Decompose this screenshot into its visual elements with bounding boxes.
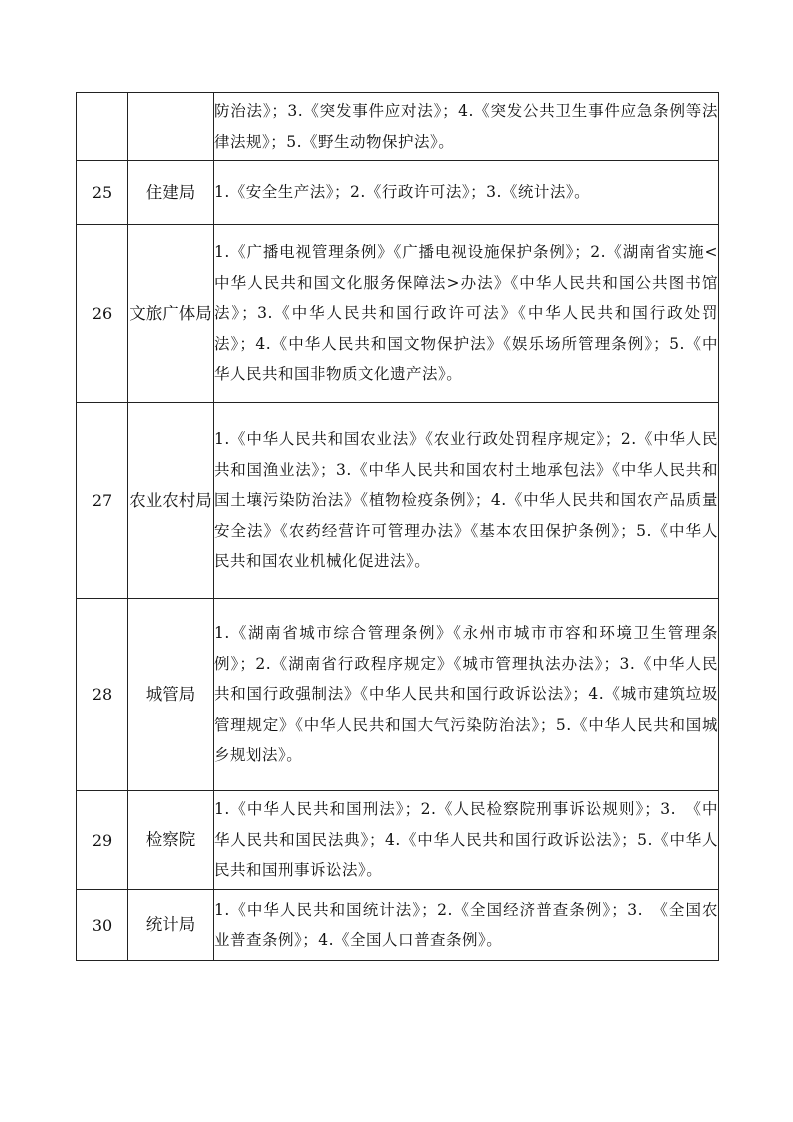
table-row [77, 403, 719, 599]
department-cell: 住建局 [128, 161, 214, 225]
row-number-cell: 29 [77, 791, 128, 890]
department-cell: 城管局 [128, 599, 214, 791]
laws-cell: 1.《湖南省城市综合管理条例》《永州市城市市容和环境卫生管理条例》；2.《湖南省行政程序规定》《城市管理执法办法》；3.《中华人民共和国行政强制法》《中华人民共和国行政诉讼法》；4.《城市建筑垃圾管理规定》《中华人民共和国大气污染防治法》；5.《中华人民共和国城乡规划法》。 [214, 599, 719, 791]
table-row [77, 161, 719, 225]
laws-cell: 防治法》；3.《突发事件应对法》；4.《突发公共卫生事件应急条例等法律法规》；5.《野生动物保护法》。 [214, 93, 719, 161]
laws-cell: 1.《中华人民共和国农业法》《农业行政处罚程序规定》；2.《中华人民共和国渔业法》；3.《中华人民共和国农村土地承包法》《中华人民共和国土壤污染防治法》《植物检疫条例》；4.《中华人民共和国农产品质量安全法》《农药经营许可管理办法》《基本农田保护条例》；5.《中华人民共和国农业机械化促进法》。 [214, 403, 719, 599]
department-cell: 检察院 [128, 791, 214, 890]
row-number-cell: 28 [77, 599, 128, 791]
row-number-cell [77, 93, 128, 161]
department-cell: 文旅广体局 [128, 225, 214, 403]
laws-cell: 1.《中华人民共和国统计法》；2.《全国经济普查条例》；3. 《全国农业普查条例》；4.《全国人口普查条例》。 [214, 890, 719, 961]
row-number-cell: 30 [77, 890, 128, 961]
laws-cell: 1.《广播电视管理条例》《广播电视设施保护条例》；2.《湖南省实施<中华人民共和国文化服务保障法>办法》《中华人民共和国公共图书馆法》；3.《中华人民共和国行政许可法》《中华人民共和国行政处罚法》；4.《中华人民共和国文物保护法》《娱乐场所管理条例》；5.《中华人民共和国非物质文化遗产法》。 [214, 225, 719, 403]
department-cell: 统计局 [128, 890, 214, 961]
department-cell [128, 93, 214, 161]
laws-cell: 1.《安全生产法》；2.《行政许可法》；3.《统计法》。 [214, 161, 719, 225]
row-number-cell: 27 [77, 403, 128, 599]
law-assignment-table [76, 92, 719, 961]
row-number-cell: 25 [77, 161, 128, 225]
table-row [77, 791, 719, 890]
table-row [77, 93, 719, 161]
table-row [77, 225, 719, 403]
department-cell: 农业农村局 [128, 403, 214, 599]
laws-cell: 1.《中华人民共和国刑法》；2.《人民检察院刑事诉讼规则》；3. 《中华人民共和国民法典》；4.《中华人民共和国行政诉讼法》；5.《中华人民共和国刑事诉讼法》。 [214, 791, 719, 890]
row-number-cell: 26 [77, 225, 128, 403]
table-row [77, 890, 719, 961]
table-row [77, 599, 719, 791]
